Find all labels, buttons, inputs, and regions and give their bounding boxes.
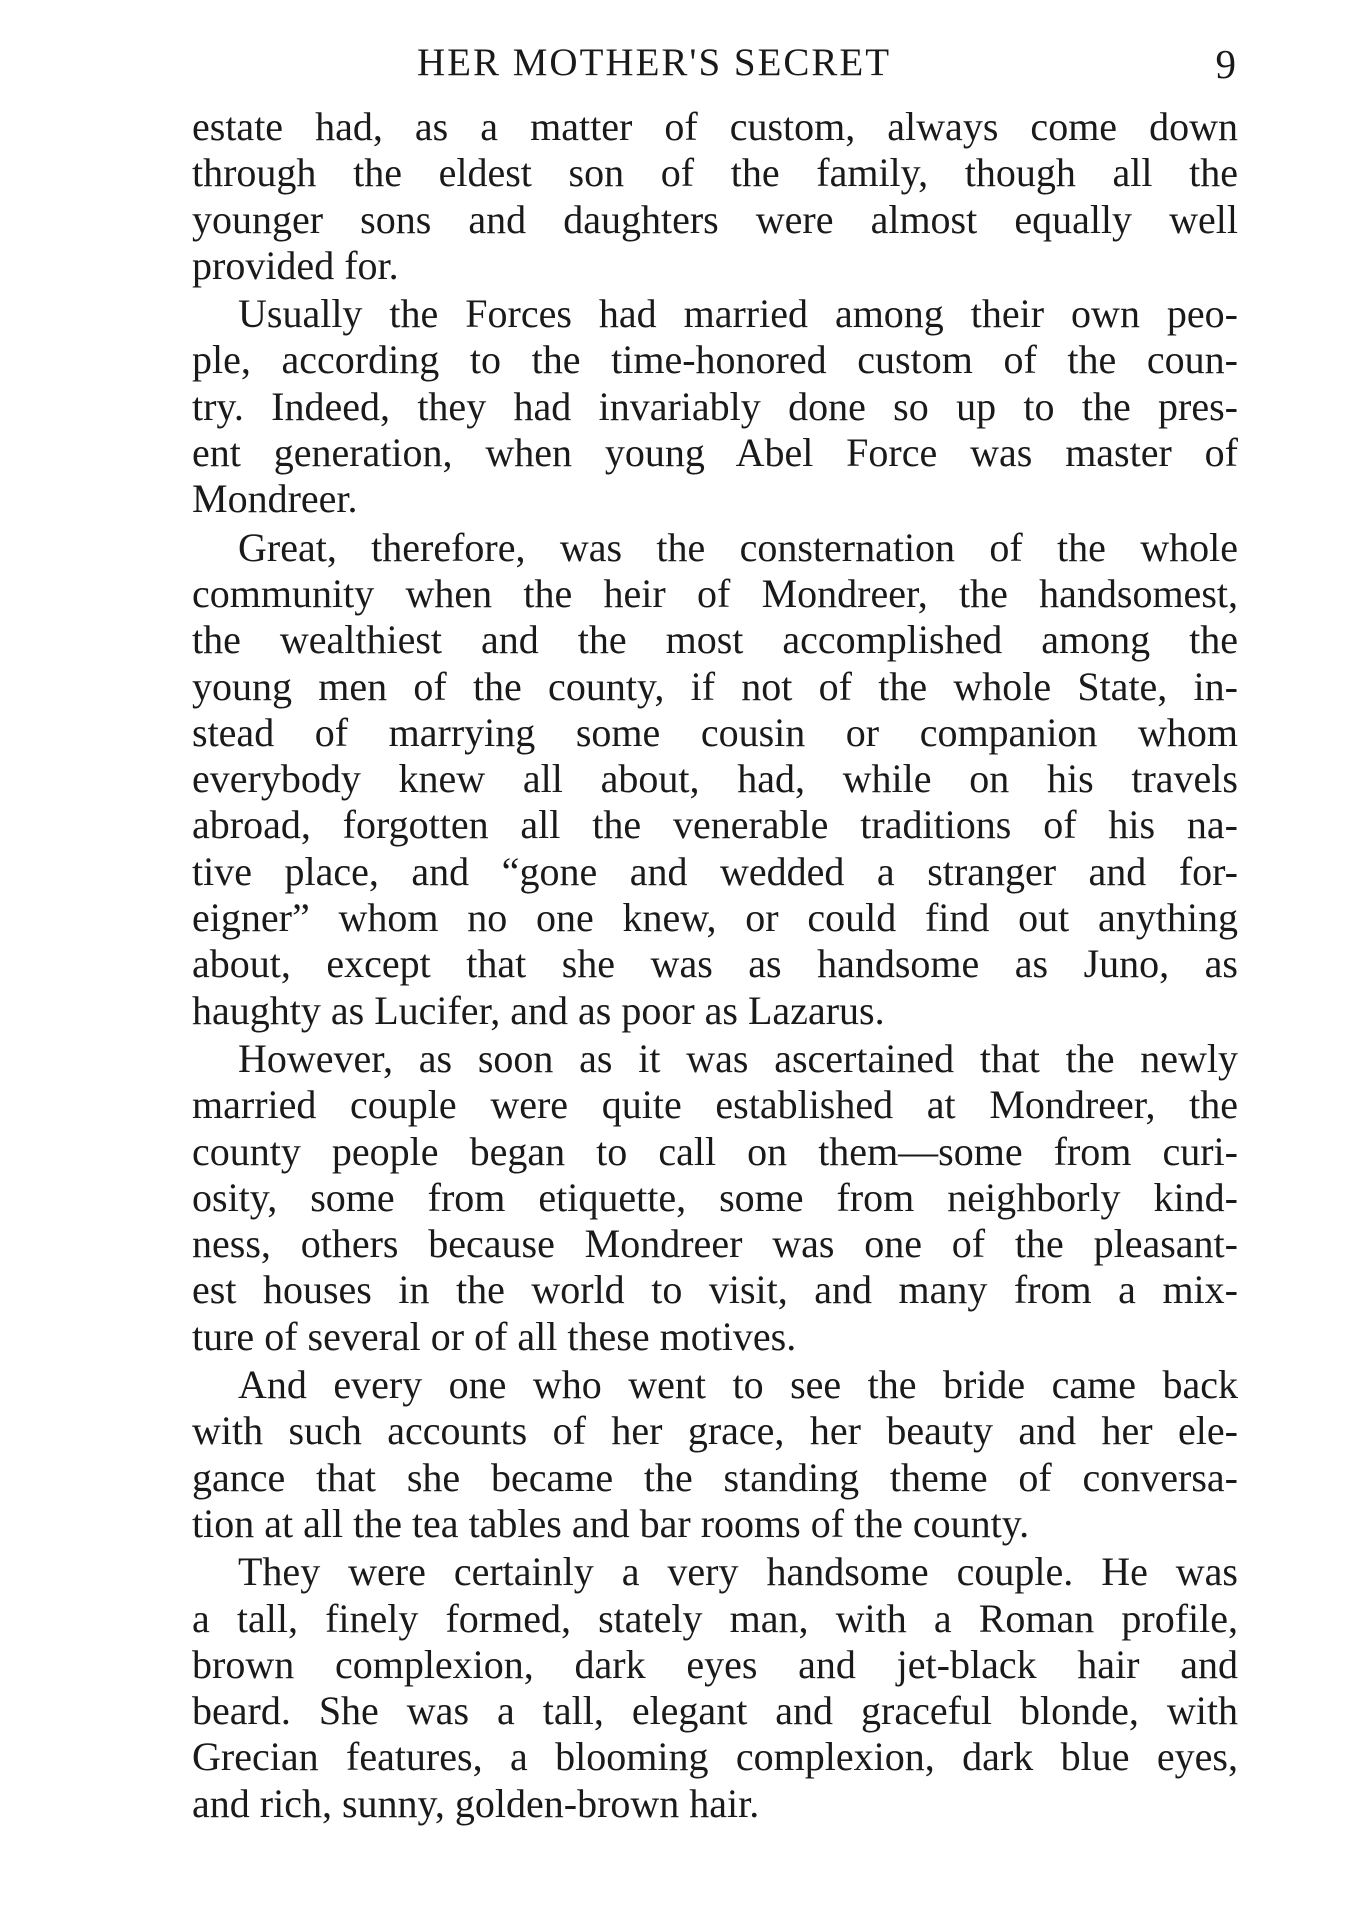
- text-line: osity, some from etiquette, some from neighborly kind-: [192, 1174, 1238, 1220]
- paragraph: [192, 525, 1238, 1034]
- page-number: 9: [1215, 41, 1238, 87]
- paragraph: [192, 1549, 1238, 1827]
- text-line: Great, therefore, was the consternation of the whole: [238, 524, 1238, 570]
- text-line: young men of the county, if not of the whole State, in-: [192, 663, 1238, 709]
- text-line: Grecian features, a blooming complexion, dark blue eyes,: [192, 1734, 1238, 1780]
- text-line: brown complexion, dark eyes and jet-black hair and: [192, 1641, 1238, 1687]
- text-line: provided for.: [192, 242, 399, 288]
- text-line: everybody knew all about, had, while on his travels: [192, 756, 1238, 802]
- text-line: abroad, forgotten all the venerable traditions of his na-: [192, 802, 1238, 848]
- text-line: try. Indeed, they had invariably done so up to the pres-: [192, 383, 1238, 429]
- text-line: ent generation, when young Abel Force was master of: [192, 430, 1238, 476]
- text-line: county people began to call on them—some from curi-: [192, 1128, 1238, 1174]
- text-line: the wealthiest and the most accomplished among the: [192, 617, 1238, 663]
- text-line: ture of several or of all these motives.: [192, 1313, 797, 1359]
- text-line: ness, others because Mondreer was one of the pleasant-: [192, 1221, 1238, 1267]
- text-line: And every one who went to see the bride came back: [238, 1362, 1238, 1408]
- text-line: tion at all the tea tables and bar rooms of the county.: [192, 1500, 1030, 1546]
- text-line: Usually the Forces had married among their own peo-: [238, 291, 1238, 337]
- text-line: and rich, sunny, golden-brown hair.: [192, 1780, 760, 1826]
- body-text: [192, 104, 1238, 1827]
- text-line: haughty as Lucifer, and as poor as Lazarus.: [192, 987, 885, 1033]
- text-line: ple, according to the time-honored custom of the coun-: [192, 337, 1238, 383]
- text-line: They were certainly a very handsome couple. He was: [238, 1549, 1238, 1595]
- paragraph: [192, 291, 1238, 522]
- text-line: a tall, finely formed, stately man, with a Roman profile,: [192, 1595, 1238, 1641]
- text-line: However, as soon as it was ascertained that the newly: [238, 1035, 1238, 1081]
- text-line: through the eldest son of the family, though all the: [192, 150, 1238, 196]
- text-line: gance that she became the standing theme of conversa-: [192, 1454, 1238, 1500]
- text-line: younger sons and daughters were almost equally well: [192, 196, 1238, 242]
- book-page: [192, 36, 1238, 1827]
- text-line: est houses in the world to visit, and many from a mix-: [192, 1267, 1238, 1313]
- text-line: about, except that she was as handsome as Juno, as: [192, 941, 1238, 987]
- text-line: married couple were quite established at Mondreer, the: [192, 1082, 1238, 1128]
- text-line: with such accounts of her grace, her beauty and her ele-: [192, 1408, 1238, 1454]
- text-line: beard. She was a tall, elegant and graceful blonde, with: [192, 1688, 1238, 1734]
- paragraph: [192, 104, 1238, 289]
- text-line: stead of marrying some cousin or companion whom: [192, 709, 1238, 755]
- text-line: eigner” whom no one knew, or could find out anything: [192, 895, 1238, 941]
- text-line: Mondreer.: [192, 476, 358, 522]
- text-line: tive place, and “gone and wedded a stranger and for-: [192, 848, 1238, 894]
- text-line: estate had, as a matter of custom, always come down: [192, 104, 1238, 149]
- running-title: HER MOTHER'S SECRET: [417, 41, 892, 84]
- paragraph: [192, 1362, 1238, 1547]
- text-line: community when the heir of Mondreer, the handsomest,: [192, 570, 1238, 616]
- page-header: [192, 36, 1238, 100]
- paragraph: [192, 1036, 1238, 1360]
